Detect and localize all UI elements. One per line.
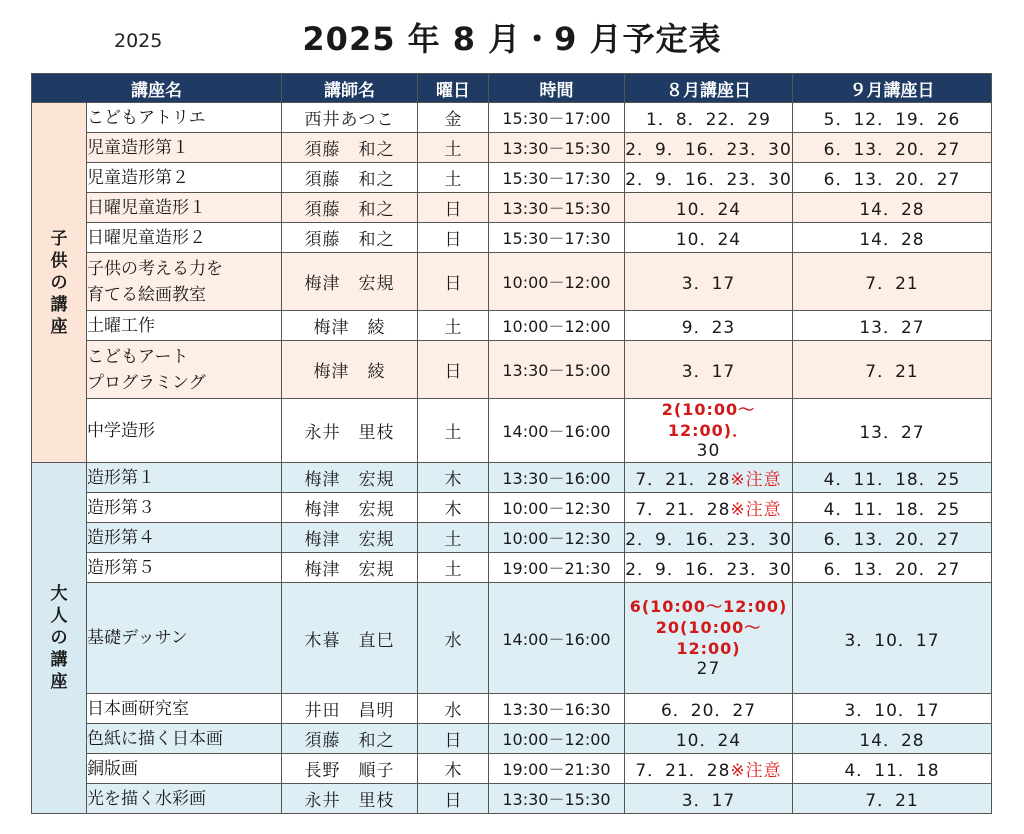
- weekday: 土: [418, 553, 489, 583]
- time: 14:00－16:00: [489, 399, 625, 463]
- august-dates: [625, 399, 793, 463]
- september-dates: 4．11．18．25: [793, 493, 992, 523]
- september-dates: 3．10．17: [793, 694, 992, 724]
- weekday: 土: [418, 133, 489, 163]
- course-name: 造形第３: [87, 493, 282, 523]
- weekday: 日: [418, 253, 489, 311]
- group-label-kids: [32, 103, 87, 463]
- september-dates: 14．28: [793, 724, 992, 754]
- course-name: 光を描く水彩画: [87, 784, 282, 814]
- time: 15:30－17:30: [489, 163, 625, 193]
- time: 10:00－12:30: [489, 493, 625, 523]
- september-dates: 14．28: [793, 193, 992, 223]
- course-name-line1: こどもアート: [87, 346, 189, 367]
- august-dates: 10．24: [625, 724, 793, 754]
- september-dates: 7．21: [793, 253, 992, 311]
- table-row: [32, 724, 992, 754]
- august-dates: 6．20．27: [625, 694, 793, 724]
- time: 14:00－16:00: [489, 583, 625, 694]
- september-dates: 7．21: [793, 341, 992, 399]
- table-row: [32, 754, 992, 784]
- september-dates: 5．12．19．26: [793, 103, 992, 133]
- course-name: 造形第５: [87, 553, 282, 583]
- teacher-name: 梅津 綾: [282, 341, 418, 399]
- table-row: [32, 163, 992, 193]
- august-date: 27: [696, 659, 721, 679]
- august-dates: [625, 463, 793, 493]
- september-dates: 4．11．18: [793, 754, 992, 784]
- teacher-name: 梅津 宏規: [282, 463, 418, 493]
- time: 13:30－16:00: [489, 463, 625, 493]
- august-dates: 2．9．16．23．30: [625, 163, 793, 193]
- teacher-name: 須藤 和之: [282, 163, 418, 193]
- year-label: 2025: [114, 30, 163, 52]
- table-row: [32, 694, 992, 724]
- weekday: 水: [418, 694, 489, 724]
- september-dates: 4．11．18．25: [793, 463, 992, 493]
- weekday: 土: [418, 311, 489, 341]
- course-name: 基礎デッサン: [87, 583, 282, 694]
- september-dates: 6．13．20．27: [793, 163, 992, 193]
- schedule-table: [31, 73, 992, 814]
- august-dates: 10．24: [625, 223, 793, 253]
- teacher-name: 梅津 宏規: [282, 493, 418, 523]
- course-name: 土曜工作: [87, 311, 282, 341]
- weekday: 日: [418, 724, 489, 754]
- august-dates: 3．17: [625, 784, 793, 814]
- teacher-name: 須藤 和之: [282, 724, 418, 754]
- col-header-course: 講座名: [32, 74, 282, 103]
- time: 10:00－12:00: [489, 253, 625, 311]
- weekday: 金: [418, 103, 489, 133]
- teacher-name: 井田 昌明: [282, 694, 418, 724]
- caution-note: ※注意: [730, 470, 782, 490]
- caution-note: ※注意: [730, 761, 782, 781]
- august-date: 30: [696, 441, 721, 461]
- time: 10:00－12:00: [489, 724, 625, 754]
- col-header-time: 時間: [489, 74, 625, 103]
- teacher-name: 永井 里枝: [282, 784, 418, 814]
- table-row: [32, 784, 992, 814]
- course-name: 児童造形第１: [87, 133, 282, 163]
- course-name: 日本画研究室: [87, 694, 282, 724]
- course-name: [87, 341, 282, 399]
- col-header-august: ８月講座日: [625, 74, 793, 103]
- time: 19:00－21:30: [489, 754, 625, 784]
- august-special-date: 20(10:00～: [655, 618, 762, 637]
- teacher-name: 西井あつこ: [282, 103, 418, 133]
- course-name: 中学造形: [87, 399, 282, 463]
- weekday: 日: [418, 193, 489, 223]
- table-row: [32, 223, 992, 253]
- august-dates: 1．8．22．29: [625, 103, 793, 133]
- september-dates: 3．10．17: [793, 583, 992, 694]
- september-dates: 14．28: [793, 223, 992, 253]
- course-name-line2: プログラミング: [87, 372, 206, 393]
- course-name: 銅版画: [87, 754, 282, 784]
- table-row: [32, 399, 992, 463]
- time: 13:30－15:30: [489, 133, 625, 163]
- course-name: 造形第４: [87, 523, 282, 553]
- september-dates: 13．27: [793, 399, 992, 463]
- course-name: [87, 253, 282, 311]
- august-date: 7．21．28: [635, 470, 731, 490]
- table-row: [32, 463, 992, 493]
- weekday: 土: [418, 399, 489, 463]
- teacher-name: 須藤 和之: [282, 193, 418, 223]
- table-row: [32, 193, 992, 223]
- august-dates: 3．17: [625, 341, 793, 399]
- teacher-name: 梅津 綾: [282, 311, 418, 341]
- august-special-date: 12:00): [676, 639, 741, 658]
- course-name: 造形第１: [87, 463, 282, 493]
- august-special-date: 2(10:00～12:00)．: [661, 400, 756, 440]
- teacher-name: 木暮 直巳: [282, 583, 418, 694]
- time: 13:30－16:30: [489, 694, 625, 724]
- teacher-name: 永井 里枝: [282, 399, 418, 463]
- group-label-adults-text: 大人の講座: [50, 584, 68, 692]
- teacher-name: 長野 順子: [282, 754, 418, 784]
- header-row: [32, 74, 992, 103]
- teacher-name: 梅津 宏規: [282, 253, 418, 311]
- time: 15:30－17:30: [489, 223, 625, 253]
- weekday: 日: [418, 223, 489, 253]
- table-row: [32, 523, 992, 553]
- weekday: 日: [418, 784, 489, 814]
- course-name: 日曜児童造形２: [87, 223, 282, 253]
- table-row: [32, 341, 992, 399]
- col-header-september: ９月講座日: [793, 74, 992, 103]
- teacher-name: 須藤 和之: [282, 133, 418, 163]
- col-header-day: 曜日: [418, 74, 489, 103]
- august-special-date: 6(10:00～12:00): [629, 597, 788, 616]
- time: 13:30－15:30: [489, 784, 625, 814]
- table-row: [32, 493, 992, 523]
- september-dates: 7．21: [793, 784, 992, 814]
- table-row: [32, 133, 992, 163]
- weekday: 木: [418, 754, 489, 784]
- september-dates: 6．13．20．27: [793, 523, 992, 553]
- table-row: [32, 311, 992, 341]
- weekday: 木: [418, 493, 489, 523]
- weekday: 日: [418, 341, 489, 399]
- august-dates: [625, 754, 793, 784]
- august-date: 7．21．28: [635, 761, 731, 781]
- time: 19:00－21:30: [489, 553, 625, 583]
- august-dates: 2．9．16．23．30: [625, 523, 793, 553]
- august-dates: [625, 493, 793, 523]
- caution-note: ※注意: [730, 500, 782, 520]
- page-title: 2025 年 8 月・9 月予定表: [302, 20, 722, 58]
- august-dates: 9．23: [625, 311, 793, 341]
- course-name-line1: 子供の考える力を: [87, 258, 223, 279]
- august-date: 7．21．28: [635, 500, 731, 520]
- table-row: [32, 103, 992, 133]
- august-dates: 3．17: [625, 253, 793, 311]
- group-label-adults: [32, 463, 87, 814]
- august-dates: 10．24: [625, 193, 793, 223]
- teacher-name: 須藤 和之: [282, 223, 418, 253]
- group-label-kids-text: 子供の講座: [50, 228, 68, 337]
- august-dates: 2．9．16．23．30: [625, 553, 793, 583]
- table-row: [32, 253, 992, 311]
- course-name: 色紙に描く日本画: [87, 724, 282, 754]
- august-dates: [625, 583, 793, 694]
- teacher-name: 梅津 宏規: [282, 553, 418, 583]
- course-name: 児童造形第２: [87, 163, 282, 193]
- time: 13:30－15:30: [489, 193, 625, 223]
- course-name: こどもアトリエ: [87, 103, 282, 133]
- course-name-line2: 育てる絵画教室: [87, 284, 206, 305]
- time: 13:30－15:00: [489, 341, 625, 399]
- course-name: 日曜児童造形１: [87, 193, 282, 223]
- col-header-teacher: 講師名: [282, 74, 418, 103]
- weekday: 土: [418, 523, 489, 553]
- teacher-name: 梅津 宏規: [282, 523, 418, 553]
- september-dates: 13．27: [793, 311, 992, 341]
- september-dates: 6．13．20．27: [793, 553, 992, 583]
- weekday: 土: [418, 163, 489, 193]
- table-row: [32, 583, 992, 694]
- august-dates: 2．9．16．23．30: [625, 133, 793, 163]
- time: 10:00－12:00: [489, 311, 625, 341]
- weekday: 水: [418, 583, 489, 694]
- time: 10:00－12:30: [489, 523, 625, 553]
- time: 15:30－17:00: [489, 103, 625, 133]
- table-row: [32, 553, 992, 583]
- weekday: 木: [418, 463, 489, 493]
- september-dates: 6．13．20．27: [793, 133, 992, 163]
